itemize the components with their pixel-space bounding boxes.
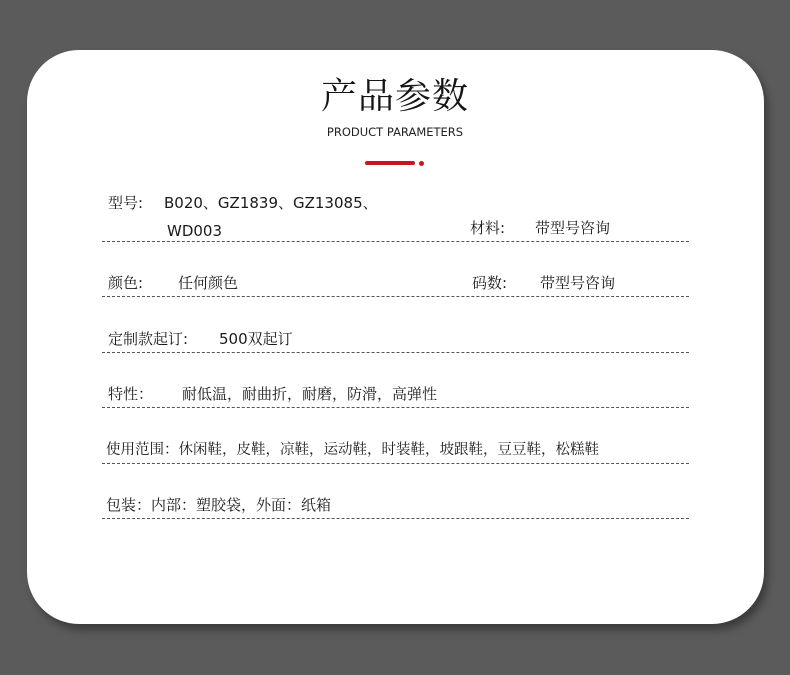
row-divider [102,463,689,464]
moq-label: 定制款起订: [108,330,189,348]
row-divider [102,241,689,242]
model-value-line2: WD003 [167,222,223,240]
model-value-line1: B020、GZ1839、GZ13085、 [164,194,378,212]
row-divider [102,296,689,297]
color-value: 任何颜色 [178,274,239,292]
feature-value: 耐低温，耐曲折，耐磨，防滑，高弹性 [182,385,438,403]
material-value: 带型号咨询 [535,219,611,237]
row-divider [102,352,689,353]
row-divider [102,518,689,519]
row-divider [102,407,689,408]
material-label: 材料: [470,219,506,237]
size-value: 带型号咨询 [540,274,616,292]
title-divider-dot [419,161,424,166]
moq-value: 500双起订 [219,330,293,348]
usage-text: 使用范围：休闲鞋，皮鞋，凉鞋，运动鞋，时装鞋，坡跟鞋，豆豆鞋，松糕鞋 [106,442,599,458]
feature-label: 特性： [108,385,154,403]
packaging-text: 包装：内部：塑胶袋，外面：纸箱 [106,496,332,514]
model-label: 型号: [108,194,144,212]
title-divider-bar [365,161,415,165]
size-label: 码数: [472,274,508,292]
page-title: 产品参数 [320,76,469,117]
page-subtitle: PRODUCT PARAMETERS [326,125,464,139]
color-label: 颜色: [108,274,144,292]
